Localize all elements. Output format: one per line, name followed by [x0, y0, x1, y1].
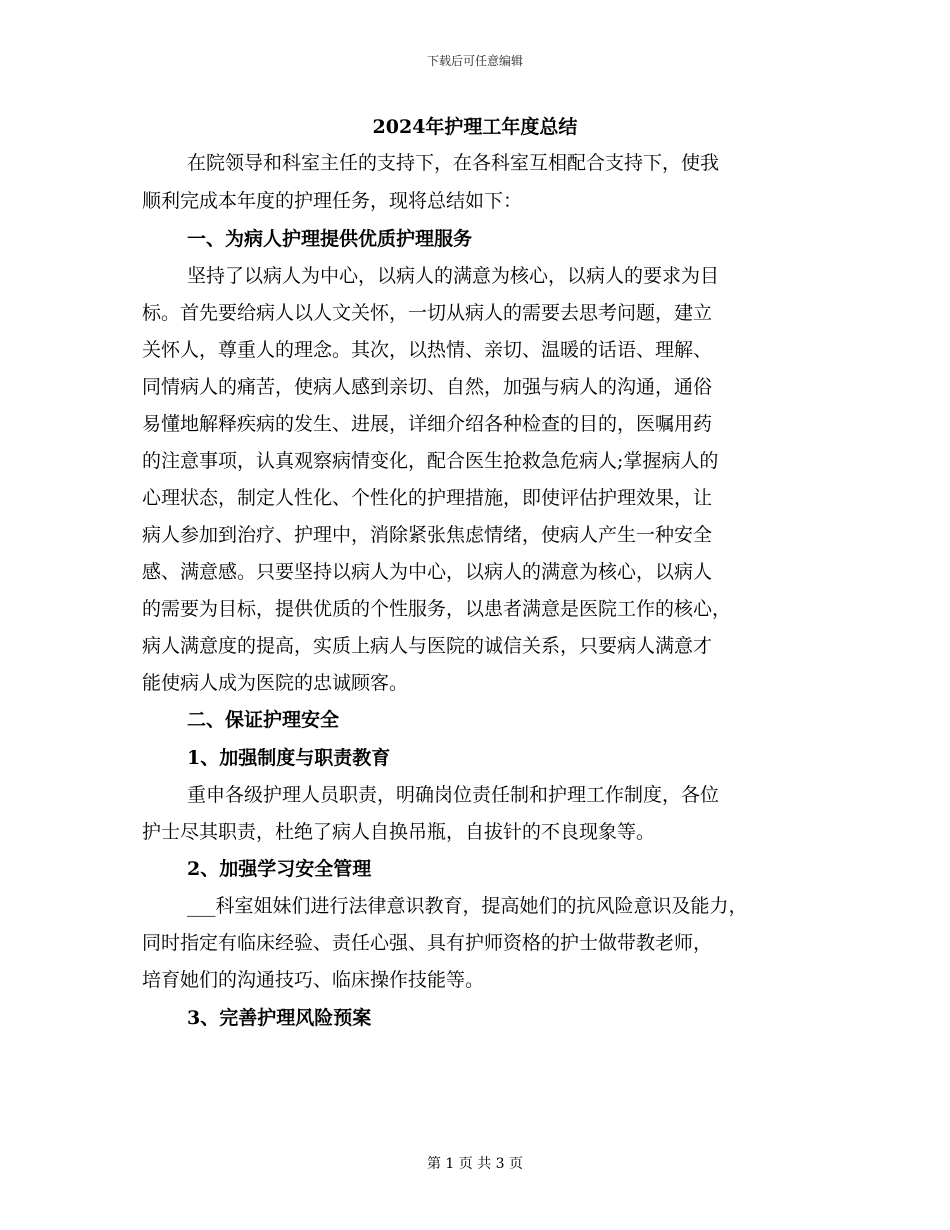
paragraph-line: 同时指定有临床经验、责任心强、具有护师资格的护士做带教老师， — [142, 932, 713, 954]
paragraph-line: 能使病人成为医院的忠诚顾客。 — [142, 672, 409, 694]
intro-line-2: 顺利完成本年度的护理任务，现将总结如下： — [142, 190, 523, 212]
paragraph-line: 标。首先要给病人以人文关怀，一切从病人的需要去思考问题，建立 — [142, 302, 713, 324]
intro-line-1: 在院领导和科室主任的支持下，在各科室互相配合支持下，使我 — [187, 152, 720, 174]
paragraph-line: 心理状态，制定人性化、个性化的护理措施，即使评估护理效果，让 — [142, 487, 713, 509]
paragraph-line: 病人满意度的提高，实质上病人与医院的诚信关系，只要病人满意才 — [142, 635, 713, 657]
paragraph-line: 的需要为目标，提供优质的个性服务，以患者满意是医院工作的核心， — [142, 598, 732, 620]
paragraph-line: 病人参加到治疗、护理中，消除紧张焦虑情绪，使病人产生一种安全 — [142, 524, 713, 546]
paragraph-line: 坚持了以病人为中心，以病人的满意为核心，以病人的要求为目 — [187, 265, 720, 287]
paragraph-line: 护士尽其职责，杜绝了病人自换吊瓶，自拔针的不良现象等。 — [142, 821, 656, 843]
paragraph-line: 培育她们的沟通技巧、临床操作技能等。 — [142, 969, 485, 991]
paragraph-line: 感、满意感。只要坚持以病人为中心，以病人的满意为核心，以病人 — [142, 561, 713, 583]
subsection-heading-2: 2、加强学习安全管理 — [187, 858, 372, 880]
paragraph-line: 易懂地解释疾病的发生、进展，详细介绍各种检查的目的，医嘱用药 — [142, 413, 713, 435]
section-heading-1: 一、为病人护理提供优质护理服务 — [187, 228, 473, 250]
paragraph-line: ___科室姐妹们进行法律意识教育，提高她们的抗风险意识及能力， — [187, 895, 748, 917]
header-note: 下载后可任意编辑 — [426, 54, 523, 68]
paragraph-line: 的注意事项，认真观察病情变化，配合医生抢救急危病人;掌握病人的 — [142, 450, 719, 472]
section-heading-2: 二、保证护理安全 — [187, 709, 340, 731]
paragraph-line: 重申各级护理人员职责，明确岗位责任制和护理工作制度，各位 — [187, 784, 720, 806]
subsection-heading-1: 1、加强制度与职责教育 — [187, 747, 391, 769]
paragraph-line: 关怀人，尊重人的理念。其次，以热情、亲切、温暖的话语、理解、 — [142, 339, 713, 361]
paragraph-line: 同情病人的痛苦，使病人感到亲切、自然，加强与病人的沟通，通俗 — [142, 376, 713, 398]
page-number: 第 1 页 共 3 页 — [426, 1156, 524, 1172]
subsection-heading-3: 3、完善护理风险预案 — [187, 1007, 372, 1029]
document-title: 2024年护理工年度总结 — [372, 116, 578, 138]
